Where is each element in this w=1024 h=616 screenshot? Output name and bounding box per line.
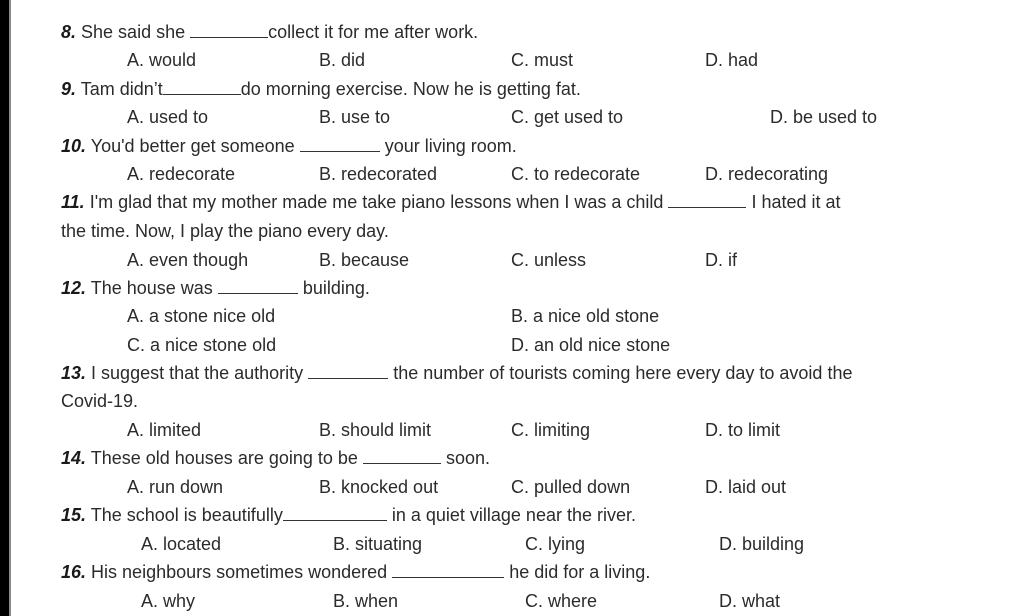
option-d[interactable]: D. if	[705, 250, 738, 270]
answer-blank[interactable]	[308, 360, 388, 379]
option-b[interactable]: B. knocked out	[319, 477, 439, 497]
question-text: These old houses are going to be	[90, 448, 358, 468]
question-text: soon.	[445, 448, 490, 468]
question-text: I suggest that the authority	[91, 363, 304, 383]
answer-blank[interactable]	[392, 559, 504, 578]
option-a[interactable]: A. limited	[127, 420, 202, 440]
question-text: I'm glad that my mother made me take piano lessons when I was a child	[89, 192, 664, 212]
question-number: 15.	[61, 505, 87, 525]
option-b[interactable]: B. situating	[333, 534, 423, 554]
option-b[interactable]: B. redecorated	[319, 164, 438, 184]
option-a[interactable]: A. used to	[127, 107, 209, 127]
question-text: His neighbours sometimes wondered	[91, 562, 388, 582]
answer-blank[interactable]	[283, 502, 387, 521]
option-c[interactable]: C. limiting	[511, 420, 591, 440]
question-11-continuation: the time. Now, I play the piano every day.	[61, 221, 389, 241]
question-11	[61, 189, 841, 215]
question-9	[61, 76, 581, 102]
answer-blank[interactable]	[363, 445, 441, 464]
left-border-line	[9, 0, 11, 616]
question-15	[61, 502, 636, 528]
question-text: the number of tourists coming here every day to avoid the	[393, 363, 853, 383]
question-8	[61, 19, 478, 45]
option-d[interactable]: D. be used to	[770, 107, 878, 127]
question-text: your living room.	[384, 136, 517, 156]
option-a[interactable]: A. would	[127, 50, 197, 70]
question-text: Tam didn’t	[80, 79, 163, 99]
option-c[interactable]: C. pulled down	[511, 477, 631, 497]
question-10	[61, 133, 517, 159]
option-b[interactable]: B. use to	[319, 107, 391, 127]
option-a[interactable]: A. run down	[127, 477, 224, 497]
option-d[interactable]: D. laid out	[705, 477, 787, 497]
answer-blank[interactable]	[300, 133, 380, 152]
question-number: 13.	[61, 363, 87, 383]
option-b[interactable]: B. a nice old stone	[511, 306, 660, 326]
option-c[interactable]: C. to redecorate	[511, 164, 641, 184]
question-number: 14.	[61, 448, 87, 468]
option-a[interactable]: A. located	[141, 534, 222, 554]
option-c[interactable]: C. get used to	[511, 107, 624, 127]
option-b[interactable]: B. did	[319, 50, 366, 70]
answer-blank[interactable]	[163, 76, 241, 95]
question-text: The house was	[90, 278, 213, 298]
option-d[interactable]: D. building	[719, 534, 805, 554]
question-12	[61, 275, 370, 301]
question-number: 12.	[61, 278, 87, 298]
question-number: 8.	[61, 22, 77, 42]
option-c[interactable]: C. a nice stone old	[127, 335, 277, 355]
question-text: She said she	[81, 22, 186, 42]
option-c[interactable]: C. lying	[525, 534, 586, 554]
option-a[interactable]: A. even though	[127, 250, 249, 270]
answer-blank[interactable]	[190, 19, 268, 38]
question-13-continuation: Covid-19.	[61, 391, 139, 411]
question-text: collect it for me after work.	[268, 22, 479, 42]
question-13	[61, 360, 852, 386]
question-number: 9.	[61, 79, 77, 99]
question-text: he did for a living.	[509, 562, 651, 582]
option-a[interactable]: A. redecorate	[127, 164, 236, 184]
question-number: 11.	[61, 192, 85, 212]
left-border	[0, 0, 9, 616]
option-a[interactable]: A. why	[141, 591, 196, 611]
question-text: I hated it at	[751, 192, 841, 212]
answer-blank[interactable]	[668, 189, 746, 208]
option-a[interactable]: A. a stone nice old	[127, 306, 276, 326]
question-14	[61, 445, 490, 471]
option-d[interactable]: D. an old nice stone	[511, 335, 671, 355]
answer-blank[interactable]	[218, 275, 298, 294]
question-text: do morning exercise. Now he is getting fat.	[240, 79, 581, 99]
option-c[interactable]: C. must	[511, 50, 574, 70]
question-text: You'd better get someone	[90, 136, 295, 156]
option-b[interactable]: B. when	[333, 591, 399, 611]
question-text: in a quiet village near the river.	[391, 505, 636, 525]
question-number: 10.	[61, 136, 87, 156]
option-c[interactable]: C. where	[525, 591, 598, 611]
question-text: building.	[302, 278, 370, 298]
option-c[interactable]: C. unless	[511, 250, 587, 270]
question-text: The school is beautifully	[90, 505, 283, 525]
option-d[interactable]: D. what	[719, 591, 781, 611]
option-b[interactable]: B. because	[319, 250, 410, 270]
option-d[interactable]: D. redecorating	[705, 164, 829, 184]
option-b[interactable]: B. should limit	[319, 420, 432, 440]
question-16	[61, 559, 650, 585]
option-d[interactable]: D. had	[705, 50, 759, 70]
question-number: 16.	[61, 562, 87, 582]
option-d[interactable]: D. to limit	[705, 420, 781, 440]
